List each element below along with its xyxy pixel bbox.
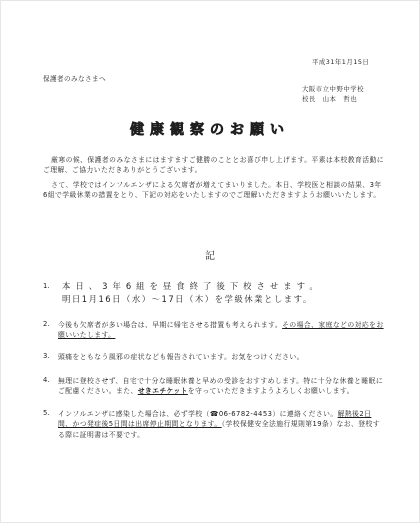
greeting-paragraph: 厳寒の候、保護者のみなさまにはますますご健勝のこととお喜び申し上げます。平素は本校教育活動にご理解、ご協力いただきありがとうございます。 xyxy=(43,156,384,175)
principal-name: 校長 山本 哲也 xyxy=(302,95,358,103)
underlined-text: その場合、家庭などの対応をお願いいたします。 xyxy=(58,321,384,340)
school-name: 大阪市立中野中学校 xyxy=(302,85,365,93)
recipient: 保護者のみなさまへ xyxy=(43,75,106,83)
item-number: 2. xyxy=(43,320,50,328)
item-text-segment: 今後も欠席者が多い場合は、早期に帰宅させる措置も考えられます。 xyxy=(58,321,283,329)
item-number: 4. xyxy=(43,376,50,384)
item-text-segment: インフルエンザに感染した場合は、必ず学校（☎06-6782-4453）に連絡ください。 xyxy=(58,410,338,418)
ki-heading: 記 xyxy=(205,251,215,262)
item-text: 本日、3年6組を昼食終了後下校させます。 xyxy=(62,281,323,291)
item-text-segment: 無理に登校させず、自宅で十分な睡眠休養と早めの受診をおすすめします。特に十分な休養と睡眠にご配慮ください。また、 xyxy=(58,377,384,396)
item-number: 5. xyxy=(43,409,50,417)
notice-paragraph: さて、学校ではインフルエンザによる欠席者が増えてまいりました。本日、学校医と相談の結果、3年6組で学級休業の措置をとり、下記の対応をいたしますのでご理解いただきますようお願いいたします。 xyxy=(43,181,382,200)
emphasized-text: せきエチケット xyxy=(137,387,188,396)
item-text-segment: を守っていただきますようよろしくお願いします。 xyxy=(187,387,354,396)
item-text xyxy=(58,320,384,341)
underlined-text: 解熱後2日間、かつ発症後5日間は出席停止期間となります。 xyxy=(58,410,372,429)
document-title: 健康観察のお願い xyxy=(130,122,290,138)
item-text: 頭痛をともなう風邪の症状なども報告されています。お気をつけください。 xyxy=(58,353,304,361)
item-number: 3. xyxy=(43,352,50,360)
item-text: 明日1月16日（水）〜17日（木）を学級休業とします。 xyxy=(62,294,313,304)
document-date: 平成31年1月15日 xyxy=(312,58,370,66)
item-text xyxy=(58,376,384,397)
item-text-segment: （学校保健安全法施行規則第19条）なお、登校する際に証明書は不要です。 xyxy=(58,420,381,439)
item-text xyxy=(58,409,384,440)
item-number: 1. xyxy=(43,282,50,290)
